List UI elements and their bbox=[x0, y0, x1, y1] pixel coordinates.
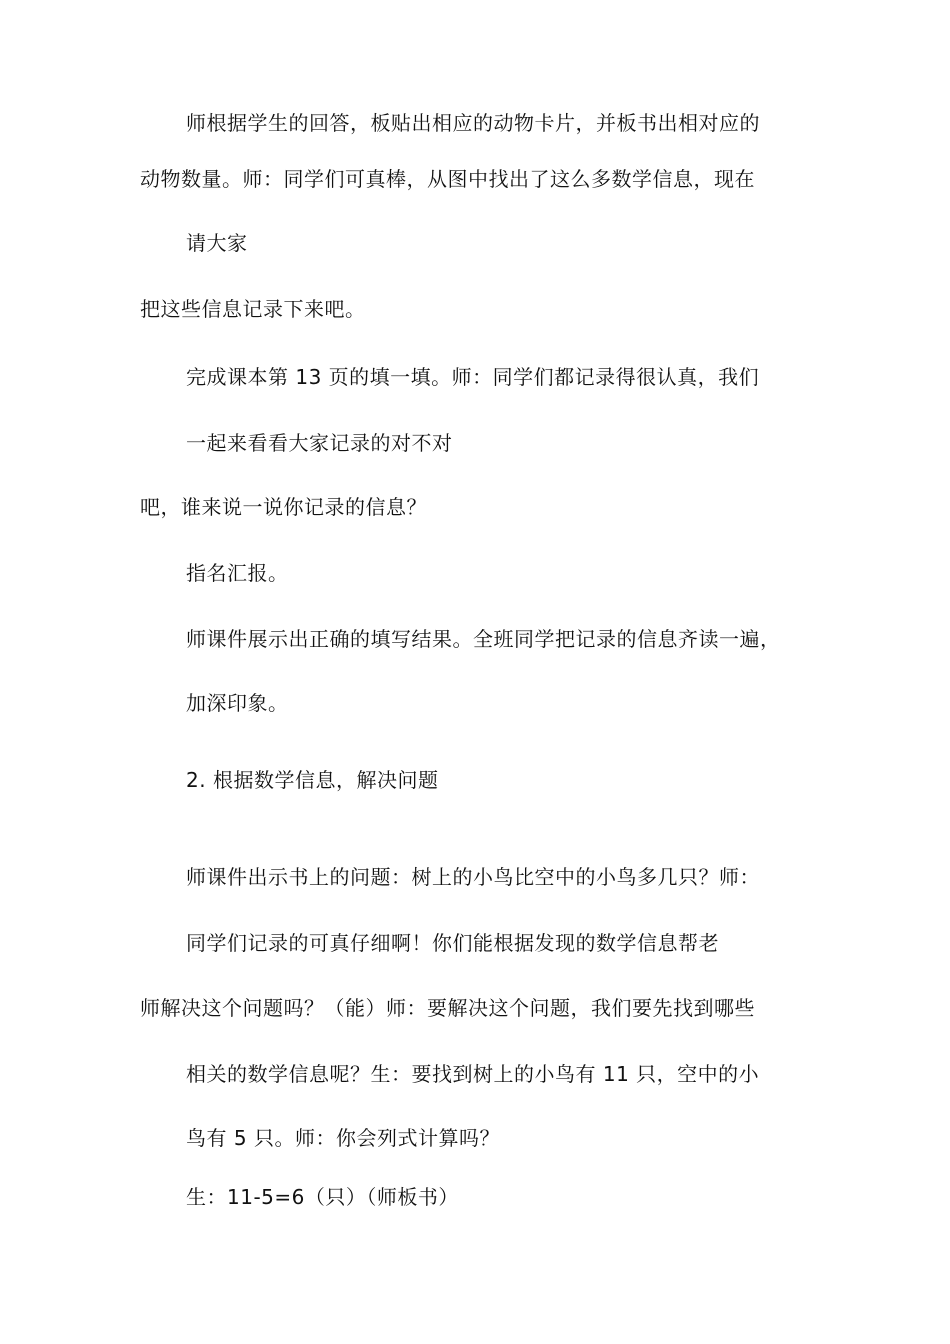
section-heading: 2. 根据数学信息，解决问题 bbox=[186, 768, 439, 792]
paragraph-line: 鸟有 5 只。师：你会列式计算吗？ bbox=[186, 1126, 500, 1150]
paragraph-line: 师课件展示出正确的填写结果。全班同学把记录的信息齐读一遍， bbox=[186, 627, 781, 651]
paragraph-line: 师解决这个问题吗？（能）师：要解决这个问题，我们要先找到哪些 bbox=[140, 996, 755, 1020]
paragraph-line: 动物数量。师：同学们可真棒，从图中找出了这么多数学信息，现在 bbox=[140, 167, 755, 191]
paragraph-line: 指名汇报。 bbox=[186, 561, 289, 585]
paragraph-line: 把这些信息记录下来吧。 bbox=[140, 297, 366, 321]
paragraph-line: 完成课本第 13 页的填一填。师：同学们都记录得很认真，我们 bbox=[186, 365, 760, 389]
paragraph-line: 师课件出示书上的问题：树上的小鸟比空中的小鸟多几只？师： bbox=[186, 865, 760, 889]
paragraph-line: 同学们记录的可真仔细啊！你们能根据发现的数学信息帮老 bbox=[186, 931, 719, 955]
paragraph-line: 相关的数学信息呢？生：要找到树上的小鸟有 11 只，空中的小 bbox=[186, 1062, 760, 1086]
paragraph-line: 加深印象。 bbox=[186, 691, 289, 715]
paragraph-line: 师根据学生的回答，板贴出相应的动物卡片，并板书出相对应的 bbox=[186, 111, 760, 135]
paragraph-line: 生：11-5=6（只）（师板书） bbox=[186, 1185, 459, 1209]
paragraph-line: 一起来看看大家记录的对不对 bbox=[186, 431, 453, 455]
paragraph-line: 吧，谁来说一说你记录的信息？ bbox=[140, 495, 427, 519]
paragraph-line: 请大家 bbox=[186, 231, 248, 255]
